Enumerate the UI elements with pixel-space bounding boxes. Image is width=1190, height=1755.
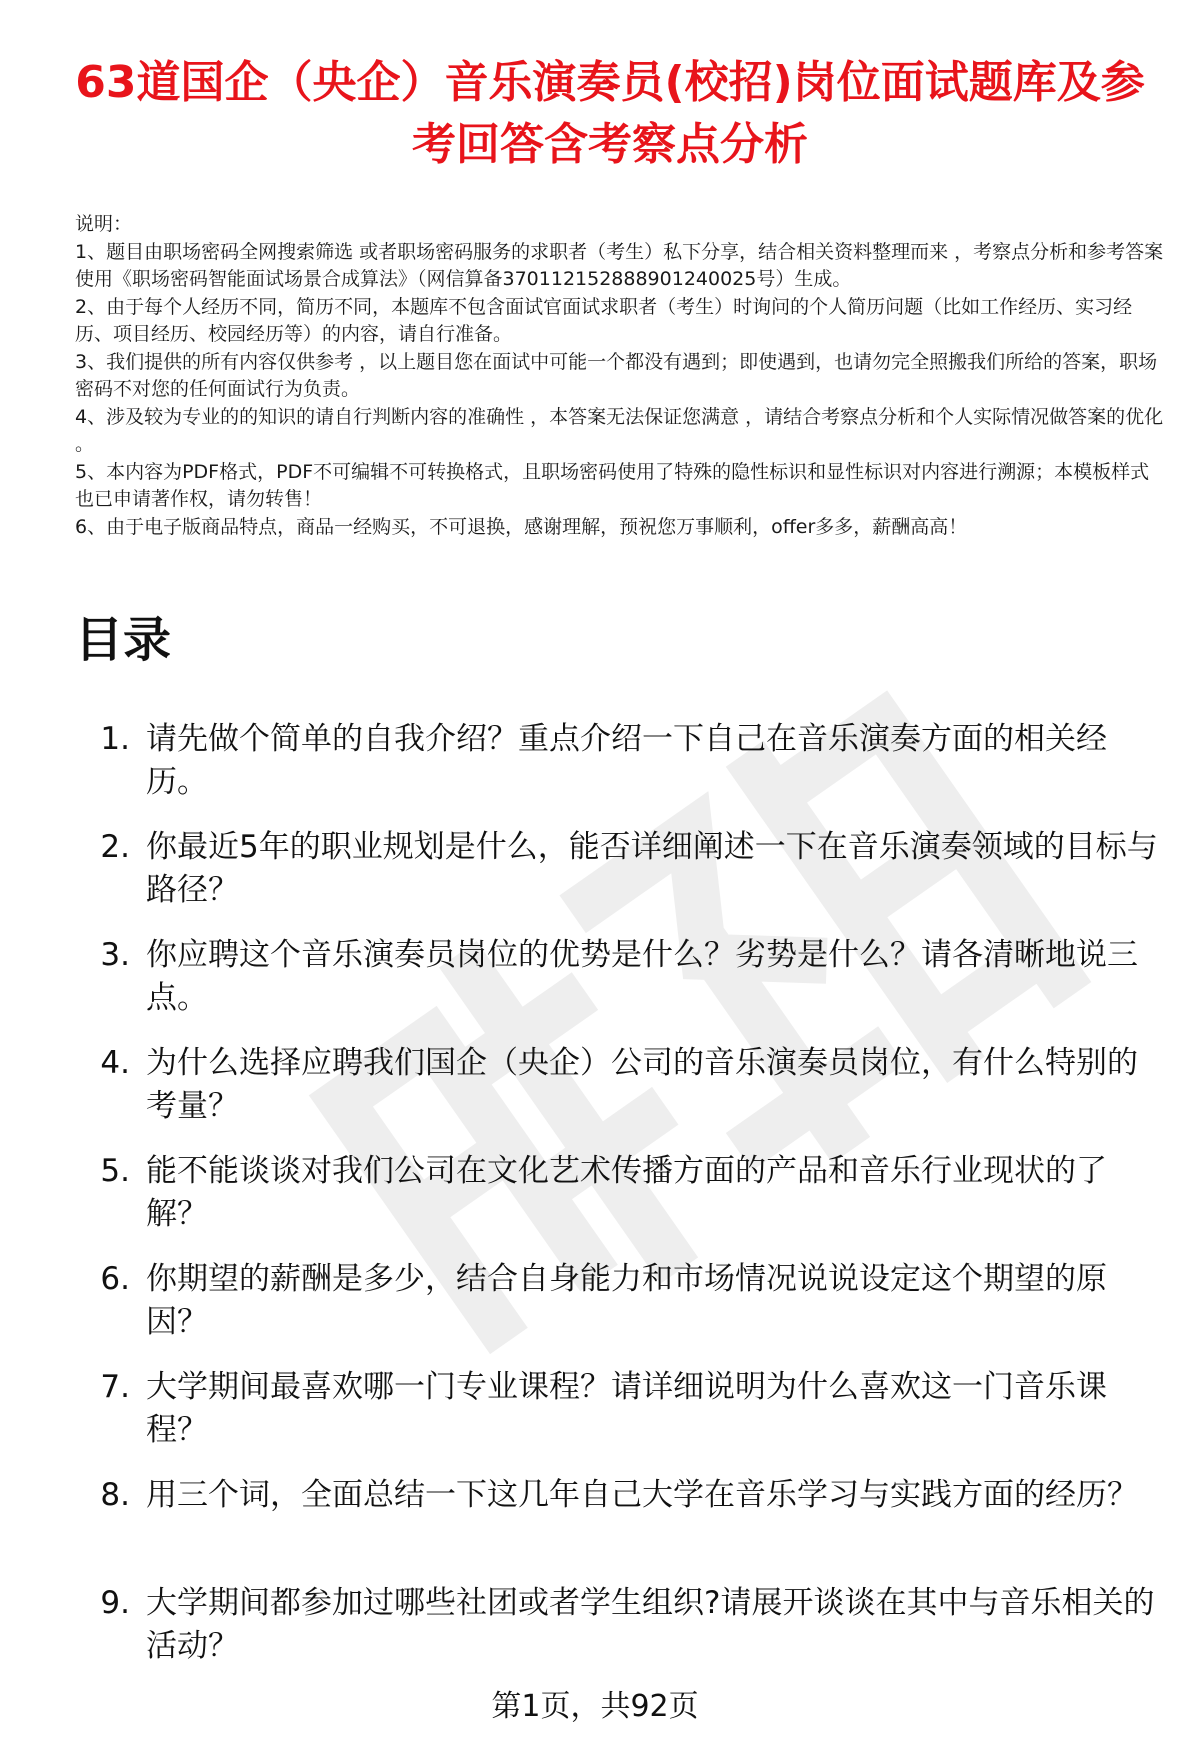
toc-item-number: 6. — [100, 1261, 130, 1297]
toc-item-number: 7. — [100, 1369, 130, 1405]
toc-item-text[interactable]: 你最近5年的职业规划是什么，能否详细阐述一下在音乐演奏领域的目标与路径？ — [146, 829, 1158, 908]
toc-item[interactable] — [75, 826, 1165, 934]
note-item: 3、我们提供的所有内容仅供参考 ，以上题目您在面试中可能一个都没有遇到；即使遇到，也请勿完全照搬我们所给的答案，职场密码不对您的任何面试行为负责。 — [75, 350, 1158, 400]
toc-item-number: 2. — [100, 829, 130, 865]
toc-item-number: 1. — [100, 721, 130, 757]
toc-item-text[interactable]: 大学期间最喜欢哪一门专业课程？请详细说明为什么喜欢这一门音乐课程？ — [146, 1369, 1107, 1448]
toc-item[interactable] — [75, 1042, 1165, 1150]
toc-item-number: 5. — [100, 1153, 130, 1189]
toc-item-text[interactable]: 你应聘这个音乐演奏员岗位的优势是什么？劣势是什么？请各清晰地说三点。 — [146, 937, 1138, 1016]
note-item: 6、由于电子版商品特点，商品一经购买，不可退换，感谢理解，预祝您万事顺利，offer多多，薪酬高高！ — [75, 515, 968, 538]
document-title: 63道国企（央企）音乐演奏员(校招)岗位面试题库及参考回答含考察点分析 — [75, 57, 1145, 170]
toc-list — [75, 718, 1165, 1690]
toc-item[interactable] — [75, 934, 1165, 1042]
toc-item-text[interactable]: 你期望的薪酬是多少，结合自身能力和市场情况说说设定这个期望的原因？ — [146, 1261, 1107, 1340]
toc-item[interactable] — [75, 1474, 1165, 1582]
toc-heading: 目录 — [75, 612, 172, 668]
toc-item[interactable] — [75, 1258, 1165, 1366]
toc-item[interactable] — [75, 1150, 1165, 1258]
toc-item-number: 3. — [100, 937, 130, 973]
toc-item-text[interactable]: 能不能谈谈对我们公司在文化艺术传播方面的产品和音乐行业现状的了解？ — [146, 1153, 1107, 1232]
notes-label: 说明： — [75, 213, 133, 235]
toc-item-text[interactable]: 为什么选择应聘我们国企（央企）公司的音乐演奏员岗位，有什么特别的考量？ — [146, 1045, 1138, 1124]
toc-item-number: 9. — [100, 1585, 130, 1621]
toc-item-number: 8. — [100, 1477, 130, 1513]
toc-item-text[interactable]: 大学期间都参加过哪些社团或者学生组织?请展开谈谈在其中与音乐相关的活动？ — [146, 1585, 1155, 1664]
page-number-footer: 第1页，共92页 — [491, 1689, 699, 1724]
note-item: 1、题目由职场密码全网搜索筛选 或者职场密码服务的求职者（考生）私下分享，结合相关资料整理而来 ，考察点分析和参考答案使用《职场密码智能面试场景合成算法》（网信算备370112152888901240025号）生成。 — [75, 240, 1164, 290]
note-item: 4、涉及较为专业的的知识的请自行判断内容的准确性 ，本答案无法保证您满意 ，请结合考察点分析和个人实际情况做答案的优化 。 — [75, 405, 1164, 455]
toc-item[interactable] — [75, 1582, 1165, 1690]
toc-item[interactable] — [75, 718, 1165, 826]
toc-item-number: 4. — [100, 1045, 130, 1081]
disclaimer-notes — [75, 211, 1165, 541]
note-item: 5、本内容为PDF格式，PDF不可编辑不可转换格式，且职场密码使用了特殊的隐性标识和显性标识对内容进行溯源；本模板样式也已申请著作权，请勿转售！ — [75, 460, 1150, 510]
note-item: 2、由于每个人经历不同，简历不同，本题库不包含面试官面试求职者（考生）时询问的个人简历问题（比如工作经历、实习经历、项目经历、校园经历等）的内容，请自行准备。 — [75, 295, 1133, 345]
toc-item-text[interactable]: 用三个词，全面总结一下这几年自己大学在音乐学习与实践方面的经历？ — [146, 1477, 1138, 1513]
toc-item[interactable] — [75, 1366, 1165, 1474]
toc-item-text[interactable]: 请先做个简单的自我介绍？重点介绍一下自己在音乐演奏方面的相关经历。 — [146, 721, 1107, 800]
